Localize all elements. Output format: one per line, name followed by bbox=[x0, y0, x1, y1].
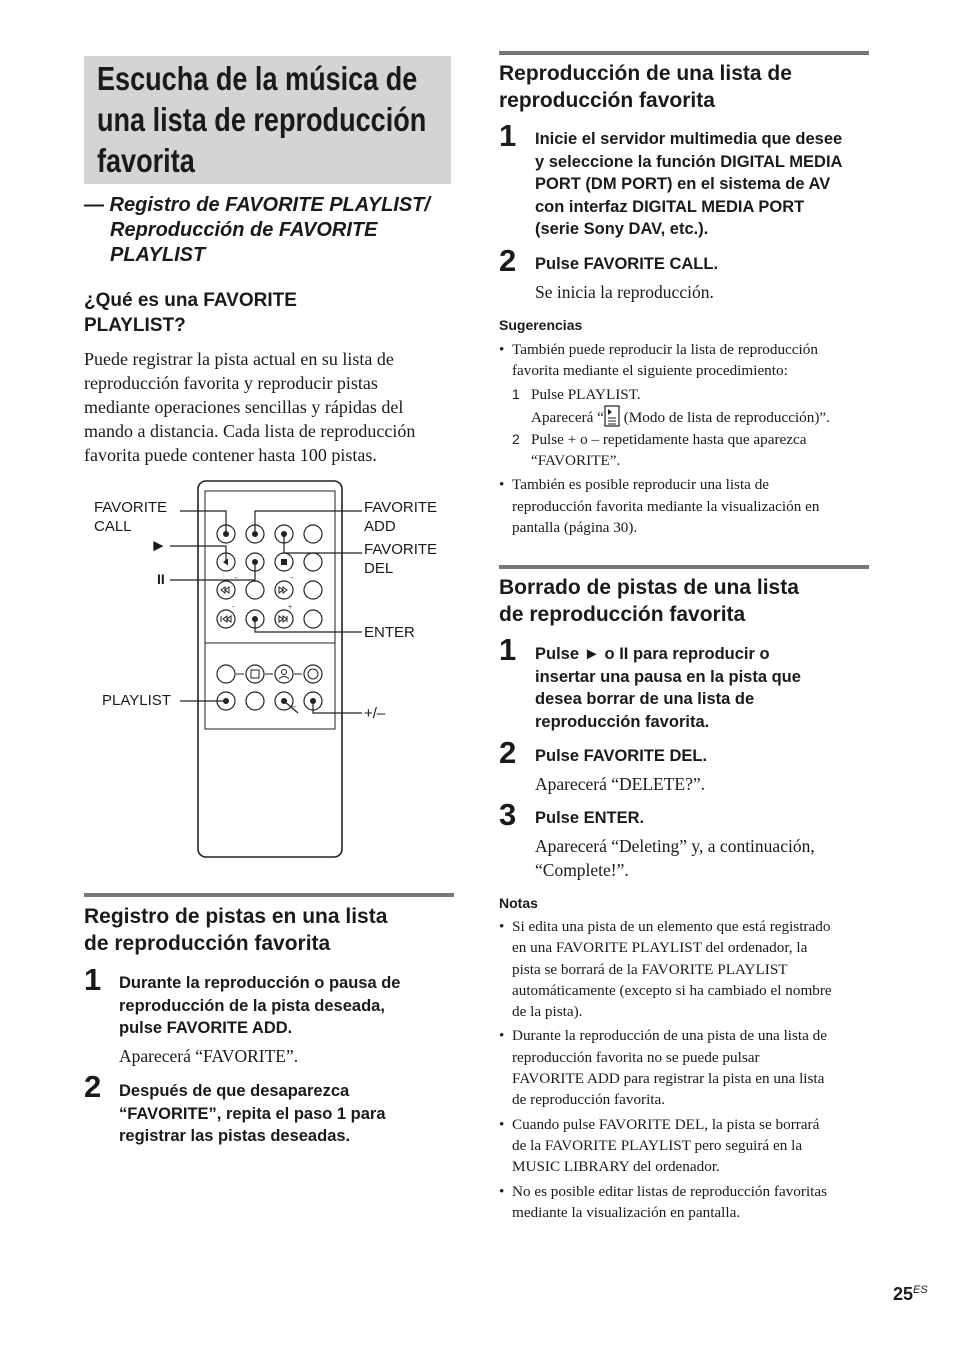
tip-item: • También es posible reproducir una lista de reproducción favorita mediante la visualización en pantalla (página 30). bbox=[499, 476, 820, 537]
playlist-mode-icon bbox=[604, 405, 620, 425]
step-number: 3 bbox=[499, 797, 517, 832]
svg-text:→: → bbox=[288, 574, 295, 581]
notes-list bbox=[499, 916, 871, 1223]
play-fav-step1: Inicie el servidor multimedia que desee y seleccione la función DIGITAL MEDIA PORT (DM PORT) en el sistema de AV con interfaz DIGITAL MEDIA PORT (serie Sony DAV, etc.). bbox=[535, 130, 843, 238]
what-is-heading: ¿Qué es una FAVORITE PLAYLIST? bbox=[84, 290, 297, 336]
register-step2: Después de que desaparezca “FAVORITE”, repita el paso 1 para registrar las pistas deseadas. bbox=[119, 1082, 386, 1145]
register-heading: Registro de pistas en una lista de reproducción favorita bbox=[84, 905, 388, 955]
play-icon: ► bbox=[583, 645, 600, 663]
note-item: • No es posible editar listas de reproducción favoritas mediante la visualización en pantalla. bbox=[499, 1182, 828, 1221]
page-title: Escucha de la música de una lista de reproducción favorita bbox=[97, 60, 427, 179]
step-number: 2 bbox=[84, 1069, 102, 1104]
tip-subitem: 2 Pulse + o – repetidamente hasta que aparezca “FAVORITE”. bbox=[512, 430, 807, 470]
register-step1: Durante la reproducción o pausa de reproducción de la pista deseada, pulse FAVORITE ADD. bbox=[119, 974, 401, 1037]
note-item: • Si edita una pista de un elemento que está registrado en una FAVORITE PLAYLIST del ordenador, la pista se borrará de la FAVORITE PLAYLIST automáticamente (excepto si ha cambiado el nombre de la pista). bbox=[499, 918, 832, 1021]
svg-text:-: - bbox=[232, 604, 235, 611]
play-fav-heading: Reproducción de una lista de reproducción favorita bbox=[499, 62, 792, 112]
page-number: $25^{ES}$ bbox=[893, 1284, 928, 1304]
play-icon: ► bbox=[150, 536, 167, 555]
step-number: 1 bbox=[84, 962, 102, 997]
step-number: 1 bbox=[499, 632, 517, 667]
label-favorite-call: FAVORITE CALL bbox=[94, 499, 168, 535]
delete-step1: Pulse ► o II para reproducir o insertar una pausa en la pista que desea borrar de una lista de reproducción favorita. bbox=[535, 645, 801, 731]
label-playlist: PLAYLIST bbox=[102, 692, 171, 709]
step-number: 1 bbox=[499, 118, 517, 153]
step-number: 2 bbox=[499, 735, 517, 770]
label-enter: ENTER bbox=[364, 624, 415, 641]
section-rule bbox=[499, 51, 869, 55]
delete-step2-result: Aparecerá “DELETE?”. bbox=[535, 774, 706, 794]
notes-heading: Notas bbox=[499, 895, 538, 911]
delete-step2: Pulse FAVORITE DEL. bbox=[535, 747, 708, 765]
pause-icon: II bbox=[619, 645, 629, 663]
svg-text:+: + bbox=[288, 604, 293, 611]
label-favorite-add: FAVORITE ADD bbox=[364, 499, 438, 535]
tips-list bbox=[499, 339, 869, 538]
play-fav-step2: Pulse FAVORITE CALL. bbox=[535, 255, 719, 273]
tip-subitem: 1 Pulse PLAYLIST. Aparecerá “ (Modo de lista de reproducción)”. bbox=[512, 385, 830, 426]
register-step1-result: Aparecerá “FAVORITE”. bbox=[119, 1046, 299, 1066]
step-number: 2 bbox=[499, 243, 517, 278]
page-subtitle: — Registro de FAVORITE PLAYLIST/ Reproducción de FAVORITE PLAYLIST bbox=[84, 194, 430, 266]
delete-step3: Pulse ENTER. bbox=[535, 809, 645, 827]
svg-text:–: – bbox=[292, 702, 297, 711]
svg-text:←: ← bbox=[233, 574, 240, 581]
delete-step3-result: Aparecerá “Deleting” y, a continuación, “Complete!”. bbox=[535, 836, 815, 880]
label-favorite-del: FAVORITE DEL bbox=[364, 541, 438, 577]
section-rule bbox=[84, 893, 454, 897]
tips-heading: Sugerencias bbox=[499, 317, 583, 333]
pause-icon: II bbox=[157, 571, 165, 587]
label-plus-minus: +/– bbox=[364, 705, 386, 722]
what-is-paragraph: Puede registrar la pista actual en su lista de reproducción favorita y reproducir pistas mediante operaciones sencillas y rápidas del mando a distancia. Cada lista de reproducción favorita puede contener hasta 100 pistas. bbox=[84, 349, 416, 465]
tip-item: • También puede reproducir la lista de reproducción favorita mediante el siguiente procedimiento: bbox=[499, 341, 818, 380]
section-rule bbox=[499, 565, 869, 569]
play-fav-step2-result: Se inicia la reproducción. bbox=[535, 282, 714, 302]
note-item: • Durante la reproducción de una pista de una lista de reproducción favorita no se puede pulsar FAVORITE ADD para registrar la pista en una lista de reproducción favorita. bbox=[499, 1027, 828, 1109]
note-item: • Cuando pulse FAVORITE DEL, la pista se borrará de la FAVORITE PLAYLIST pero seguirá en la MUSIC LIBRARY del ordenador. bbox=[499, 1115, 820, 1176]
delete-heading: Borrado de pistas de una lista de reproducción favorita bbox=[499, 576, 799, 626]
